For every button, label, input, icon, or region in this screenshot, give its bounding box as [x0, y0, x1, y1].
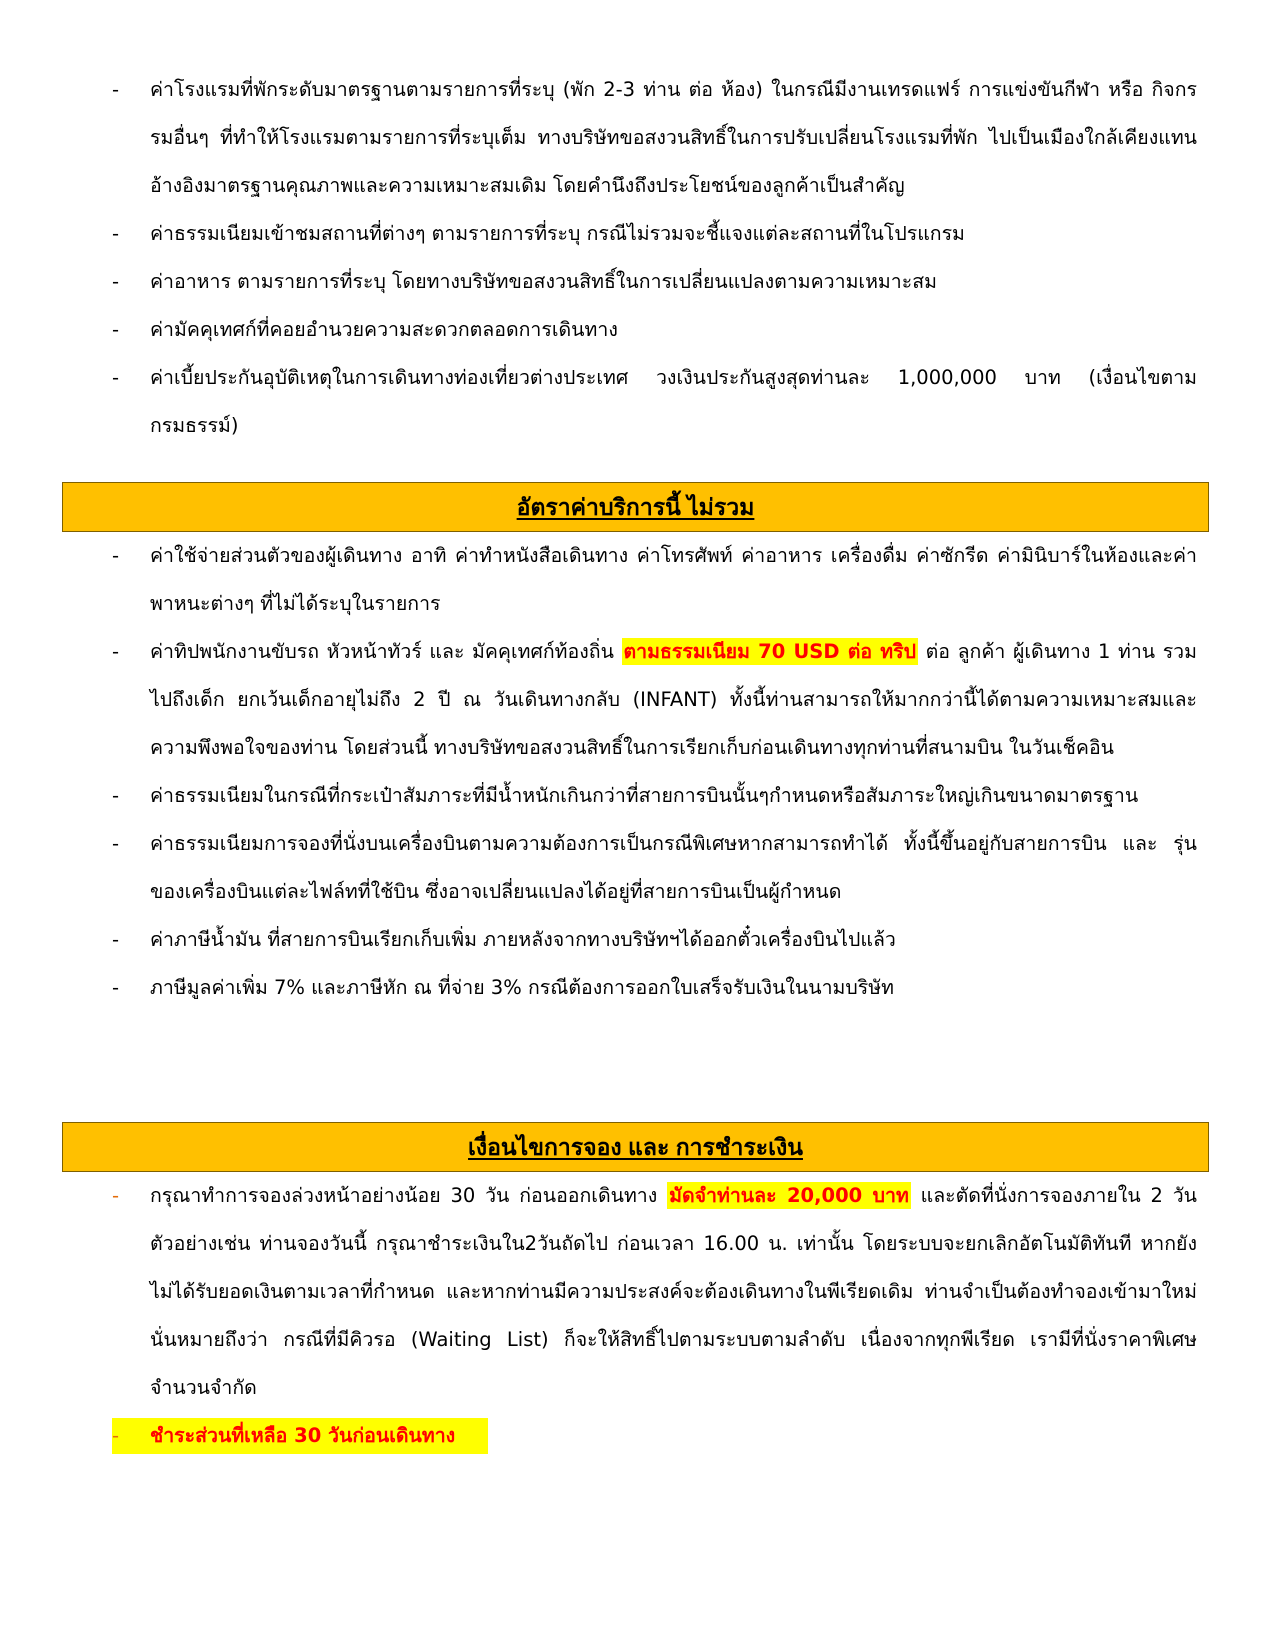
list-item [112, 354, 1197, 450]
list-item [112, 964, 1197, 1012]
bullet-dash: - [112, 928, 120, 951]
excludes-heading-banner [62, 482, 1209, 532]
bullet-dash: - [112, 78, 120, 101]
list-item-text: ต่อ ลูกค้า ผู้เดินทาง 1 ท่าน รวมไปถึงเด็ก ยกเว้นเด็กอายุไม่ถึง 2 ปี ณ วันเดินทางกลับ (INFANT) ทั้งนี้ท่านสามารถให้มากกว่านี้ได้ตามความเหมาะสมและความพึงพอใจของท่าน โดยส่วนนี้ ทางบริษัทขอสงวนสิทธิ์ในการเรียกเก็บก่อนเดินทางทุกท่านที่สนามบิน ในวันเช็คอิน [150, 640, 1197, 759]
list-item-text: และตัดที่นั่งการจองภายใน 2 วัน ตัวอย่างเช่น ท่านจองวันนี้ กรุณาชำระเงินใน2วันถัดไป ก่อนเวลา 16.00 น. เท่านั้น โดยระบบจะยกเลิกอัตโนมัติทันที หากยังไม่ได้รับยอดเงินตามเวลาที่กำหนด และหากท่านมีความประสงค์จะต้องเดินทางในพีเรียดเดิม ท่านจำเป็นต้องทำจองเข้ามาใหม่ นั่นหมายถึงว่า กรณีที่มีคิวรอ (Waiting List) ก็จะให้สิทธิ์ไปตามระบบตามลำดับ เนื่องจากทุกพีเรียด เรามีที่นั่งราคาพิเศษจำนวนจำกัด [150, 1184, 1197, 1399]
list-item [112, 1412, 1197, 1460]
bullet-dash: - [112, 784, 120, 807]
balance-payment-text: ชำระส่วนที่เหลือ 30 วันก่อนเดินทาง [150, 1424, 456, 1447]
list-item-text: กรุณาทำการจองล่วงหน้าอย่างน้อย 30 วัน ก่อนออกเดินทาง [150, 1184, 668, 1207]
list-item-text: ค่าภาษีน้ำมัน ที่สายการบินเรียกเก็บเพิ่ม ภายหลังจากทางบริษัทฯได้ออกตั๋วเครื่องบินไปแล้ว [150, 928, 896, 951]
list-item [112, 210, 1197, 258]
list-item-text: ค่าธรรมเนียมการจองที่นั่งบนเครื่องบินตามความต้องการเป็นกรณีพิเศษหากสามารถทำได้ ทั้งนี้ขึ้นอยู่กับสายการบิน และ รุ่นของเครื่องบินแต่ละไฟล์ทที่ใช้บิน ซึ่งอาจเปลี่ยนแปลงได้อยู่ที่สายการบินเป็นผู้กำหนด [150, 832, 1197, 903]
deposit-highlight: มัดจำท่านละ 20,000 บาท [669, 1184, 909, 1207]
bullet-dash: - [112, 976, 120, 999]
list-item [112, 306, 1197, 354]
bullet-dash: - [112, 270, 120, 293]
list-item [112, 916, 1197, 964]
bullet-dash: - [112, 222, 120, 245]
list-item-text: ค่าอาหาร ตามรายการที่ระบุ โดยทางบริษัทขอสงวนสิทธิ์ในการเปลี่ยนแปลงตามความเหมาะสม [150, 270, 937, 293]
booking-heading: เงื่อนไขการจอง และ การชำระเงิน [468, 1134, 803, 1160]
bullet-dash: - [112, 640, 120, 663]
bullet-dash: - [112, 318, 120, 341]
bullet-dash: - [112, 366, 120, 389]
list-item [112, 532, 1197, 628]
list-item [112, 820, 1197, 916]
list-item-text: ค่าธรรมเนียมเข้าชมสถานที่ต่างๆ ตามรายการที่ระบุ กรณีไม่รวมจะชี้แจงแต่ละสถานที่ในโปรแกรม [150, 222, 965, 245]
list-item-text: ค่าทิปพนักงานขับรถ หัวหน้าทัวร์ และ มัคคุเทศก์ท้องถิ่น [150, 640, 622, 663]
booking-heading-banner [62, 1122, 1209, 1172]
list-item-text: ภาษีมูลค่าเพิ่ม 7% และภาษีหัก ณ ที่จ่าย 3% กรณีต้องการออกใบเสร็จรับเงินในนามบริษัท [150, 976, 894, 999]
bullet-dash: - [112, 1424, 120, 1447]
list-item-text: ค่าธรรมเนียมในกรณีที่กระเป๋าสัมภาระที่มีน้ำหนักเกินกว่าที่สายการบินนั้นๆกำหนดหรือสัมภาระใหญ่เกินขนาดมาตรฐาน [150, 784, 1139, 807]
bullet-dash: - [112, 832, 120, 855]
includes-list [112, 66, 1197, 450]
list-item-text: ค่าใช้จ่ายส่วนตัวของผู้เดินทาง อาทิ ค่าทำหนังสือเดินทาง ค่าโทรศัพท์ ค่าอาหาร เครื่องดื่ม ค่าซักรีด ค่ามินิบาร์ในห้องและค่าพาหนะต่างๆ ที่ไม่ได้ระบุในรายการ [150, 544, 1197, 615]
list-item [112, 258, 1197, 306]
list-item [112, 66, 1197, 210]
excludes-list [112, 532, 1197, 1012]
list-item [112, 772, 1197, 820]
list-item [112, 1172, 1197, 1412]
excludes-heading: อัตราค่าบริการนี้ ไม่รวม [516, 494, 755, 520]
list-item [112, 628, 1197, 772]
tip-highlight: ตามธรรมเนียม 70 USD ต่อ ทริป [623, 640, 917, 663]
list-item-text: ค่าเบี้ยประกันอุบัติเหตุในการเดินทางท่องเที่ยวต่างประเทศ วงเงินประกันสูงสุดท่านละ 1,000,000 บาท (เงื่อนไขตามกรมธรรม์) [150, 366, 1197, 437]
bullet-dash: - [112, 1184, 120, 1207]
bullet-dash: - [112, 544, 120, 567]
list-item-text: ค่าโรงแรมที่พักระดับมาตรฐานตามรายการที่ระบุ (พัก 2-3 ท่าน ต่อ ห้อง) ในกรณีมีงานเทรดแฟร์ การแข่งขันกีฬา หรือ กิจกรรมอื่นๆ ที่ทำให้โรงแรมตามรายการที่ระบุเต็ม ทางบริษัทขอสงวนสิทธิ์ในการปรับเปลี่ยนโรงแรมที่พัก ไปเป็นเมืองใกล้เคียงแทน อ้างอิงมาตรฐานคุณภาพและความเหมาะสมเดิม โดยคำนึงถึงประโยชน์ของลูกค้าเป็นสำคัญ [150, 78, 1197, 197]
list-item-text: ค่ามัคคุเทศก์ที่คอยอำนวยความสะดวกตลอดการเดินทาง [150, 318, 618, 341]
booking-list [112, 1172, 1197, 1460]
